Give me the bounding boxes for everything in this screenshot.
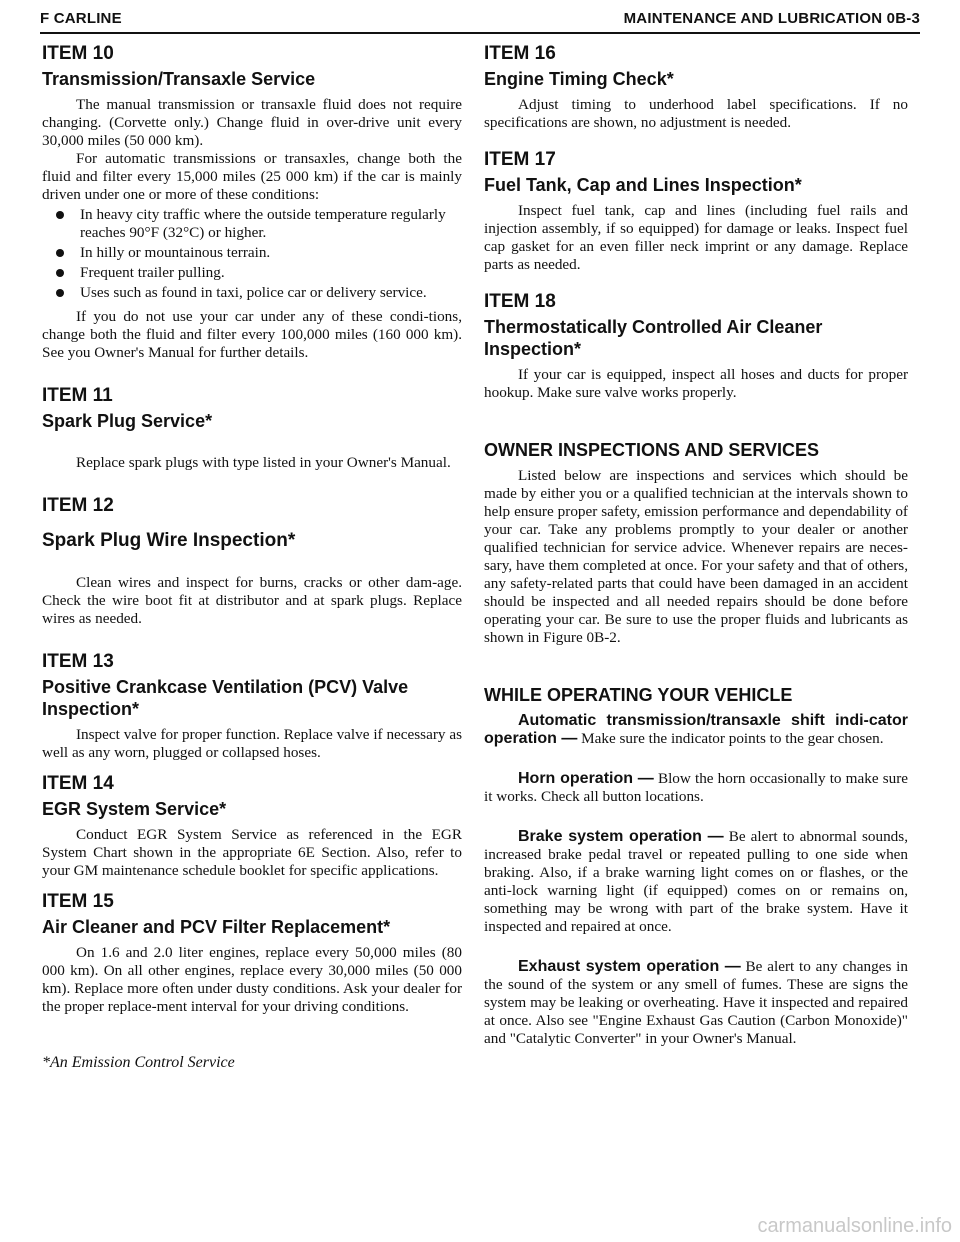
list-item: Uses such as found in taxi, police car or delivery service. xyxy=(42,284,462,302)
footnote: *An Emission Control Service xyxy=(42,1054,235,1071)
paragraph: The manual transmission or transaxle fluid does not require changing. (Corvette only.) Change fluid in over-drive unit every 30,000 miles (50 000 km). xyxy=(42,96,462,149)
bullet-icon xyxy=(56,249,64,257)
item-label: ITEM 14 xyxy=(42,773,114,794)
item-13 xyxy=(42,650,462,762)
paragraph: Replace spark plugs with type listed in your Owner's Manual. xyxy=(76,454,451,471)
item-title: Transmission/Transaxle Service xyxy=(42,69,316,89)
bullet-icon xyxy=(56,269,64,277)
item-15 xyxy=(42,890,462,1016)
paragraph: Clean wires and inspect for burns, cracks or other dam-age. Check the wire boot fit at distributor and at spark plugs. Replace wires as needed. xyxy=(42,574,462,627)
sub-lead: Brake system operation — xyxy=(518,828,724,845)
sub-lead: Horn operation — xyxy=(518,770,654,787)
header-section: MAINTENANCE AND LUBRICATION 0B-3 xyxy=(623,10,920,27)
item-title: Positive Crankcase Ventilation (PCV) Valve Inspection* xyxy=(42,677,409,719)
item-label: ITEM 15 xyxy=(42,891,114,912)
page-header xyxy=(40,8,920,34)
item-label: ITEM 13 xyxy=(42,651,114,672)
paragraph: Inspect valve for proper function. Replace valve if necessary as well as any worn, plugged or collapsed hoses. xyxy=(42,726,462,761)
item-17 xyxy=(484,148,908,274)
horn-paragraph: Horn operation — Blow the horn occasionally to make sure it works. Check all button locations. xyxy=(484,770,908,805)
header-carline: F CARLINE xyxy=(40,10,122,27)
condition-list xyxy=(42,206,462,302)
item-16 xyxy=(484,42,908,132)
sub-lead: Exhaust system operation — xyxy=(518,958,741,975)
item-label: ITEM 17 xyxy=(484,149,556,170)
paragraph: On 1.6 and 2.0 liter engines, replace every 50,000 miles (80 000 km). On all other engines, replace every 30,000 miles (50 000 km). Replace more often under dusty conditions. Ask your dealer for the proper replace-ment interval for your driving conditions. xyxy=(42,944,462,1015)
section-heading: WHILE OPERATING YOUR VEHICLE xyxy=(484,685,793,705)
item-10 xyxy=(42,42,462,362)
paragraph: If you do not use your car under any of these condi-tions, change both the fluid and filter every 100,000 miles (160 000 km). See you Owner's Manual for further details. xyxy=(42,308,462,361)
list-item: In hilly or mountainous terrain. xyxy=(42,244,462,262)
item-title: Thermostatically Controlled Air Cleaner Inspection* xyxy=(484,317,823,359)
item-label: ITEM 12 xyxy=(42,495,114,516)
paragraph: Conduct EGR System Service as referenced in the EGR System Chart shown in the appropriate 6E Section. Also, refer to your GM maintenance schedule booklet for specific applications. xyxy=(42,826,462,879)
item-label: ITEM 18 xyxy=(484,291,556,312)
exhaust-paragraph: Exhaust system operation — Be alert to any changes in the sound of the system or any smell of fumes. These are signs the system may be leaking or overheating. Have it inspected and repaired at once. Also see "Engine Exhaust Gas Caution (Carbon Monoxide)" and "Catalytic Converter" in your Owner's Manual. xyxy=(484,958,908,1047)
right-column xyxy=(484,42,908,1048)
item-label: ITEM 11 xyxy=(42,385,113,406)
paragraph: For automatic transmissions or transaxles, change both the fluid and filter every 15,000 miles (25 000 km) if the car is mainly driven under one or more of these conditions: xyxy=(42,150,462,203)
item-label: ITEM 16 xyxy=(484,43,556,64)
while-operating xyxy=(484,685,908,1048)
item-14 xyxy=(42,772,462,880)
brake-paragraph: Brake system operation — Be alert to abnormal sounds, increased brake pedal travel or repeated pulling to one side when braking. Also, if a brake warning light comes on or flashes, or the anti-lock warning light (if equipped) comes on or remains on, something may be wrong with part of the brake system. Have it inspected and repaired at once. xyxy=(484,828,908,935)
paragraph: Listed below are inspections and services which should be made by either you or a qualified technician at the intervals shown to help ensure proper safety, emission performance and dependability of your car. Take any problems promptly to your dealer or another qualified technician for service advice. Whenever repairs are neces-sary, have them completed at once. For your safety and that of others, any safety-related parts that could have been damaged in an accident should be inspected and all needed repairs should be done before operating your car. Be sure to use the proper fluids and lubricants as shown in Figure 0B-2. xyxy=(484,467,908,646)
owner-inspections xyxy=(484,440,908,647)
item-title: EGR System Service* xyxy=(42,799,227,819)
item-12 xyxy=(42,494,462,628)
bullet-icon xyxy=(56,211,64,219)
list-item: Frequent trailer pulling. xyxy=(42,264,462,282)
item-title: Air Cleaner and PCV Filter Replacement* xyxy=(42,917,391,937)
item-label: ITEM 10 xyxy=(42,43,114,64)
sub-lead: Automatic transmission/transaxle shift indi-cator operation — xyxy=(484,712,908,747)
item-11 xyxy=(42,384,462,472)
item-18 xyxy=(484,290,908,402)
bullet-icon xyxy=(56,289,64,297)
shift-indicator-paragraph: Automatic transmission/transaxle shift indi-cator operation — Make sure the indicator points to the gear chosen. xyxy=(484,712,908,747)
paragraph: Adjust timing to underhood label specifications. If no specifications are shown, no adjustment is needed. xyxy=(484,96,908,131)
item-title: Fuel Tank, Cap and Lines Inspection* xyxy=(484,175,802,195)
item-title: Engine Timing Check* xyxy=(484,69,674,89)
section-heading: OWNER INSPECTIONS AND SERVICES xyxy=(484,440,820,460)
left-column xyxy=(42,42,462,1072)
site-watermark: carmanualsonline.info xyxy=(757,1215,952,1237)
paragraph: Inspect fuel tank, cap and lines (including fuel rails and injection assembly, if so equipped) for damage or leaks. Inspect fuel cap gasket for an even filler neck imprint or any damage. Replace parts as needed. xyxy=(484,202,908,273)
item-title: Spark Plug Wire Inspection* xyxy=(42,530,296,551)
paragraph: If your car is equipped, inspect all hoses and ducts for proper hookup. Make sure valve works properly. xyxy=(484,366,908,401)
list-item: In heavy city traffic where the outside temperature regularly reaches 90°F (32°C) or higher. xyxy=(42,206,462,242)
item-title: Spark Plug Service* xyxy=(42,411,213,431)
